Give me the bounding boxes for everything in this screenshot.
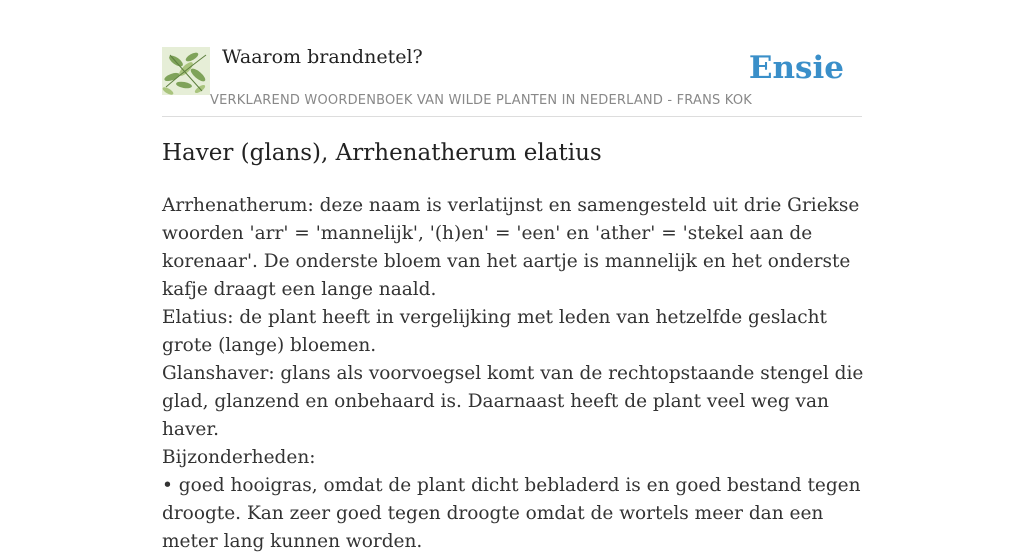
entry-paragraph: Bijzonderheden:	[162, 447, 316, 468]
entry-paragraph: Glanshaver: glans als voorvoegsel komt van de rechtopstaande stengel die glad, glanzend en onbehaard is. Daarnaast heeft de plant veel weg van haver.	[162, 363, 864, 440]
entry-body	[162, 192, 867, 556]
entry-paragraph: Elatius: de plant heeft in vergelijking met leden van hetzelfde geslacht grote (lange) bloemen.	[162, 307, 827, 356]
plant-leaves-icon[interactable]	[162, 47, 210, 95]
book-subtitle[interactable]: VERKLAREND WOORDENBOEK VAN WILDE PLANTEN IN NEDERLAND - FRANS KOK	[210, 93, 752, 108]
brand-logo-text[interactable]: Ensie	[748, 50, 844, 86]
entry-paragraph: • goed hooigras, omdat de plant dicht bebladerd is en goed bestand tegen droogte. Kan zeer goed tegen droogte omdat de wortels meer dan een meter lang kunnen worden.	[162, 475, 861, 552]
entry-paragraph: Arrhenatherum: deze naam is verlatijnst en samengesteld uit drie Griekse woorden 'arr' = 'mannelijk', '(h)en' = 'een' en 'ather' = 'stekel aan de korenaar'. De onderste bloem van het aartje is mannelijk en het onderste kafje draagt een lange naald.	[162, 195, 860, 300]
entry-title: Haver (glans), Arrhenatherum elatius	[162, 140, 602, 166]
site-title[interactable]: Waarom brandnetel?	[222, 46, 423, 68]
site-header	[162, 44, 862, 117]
